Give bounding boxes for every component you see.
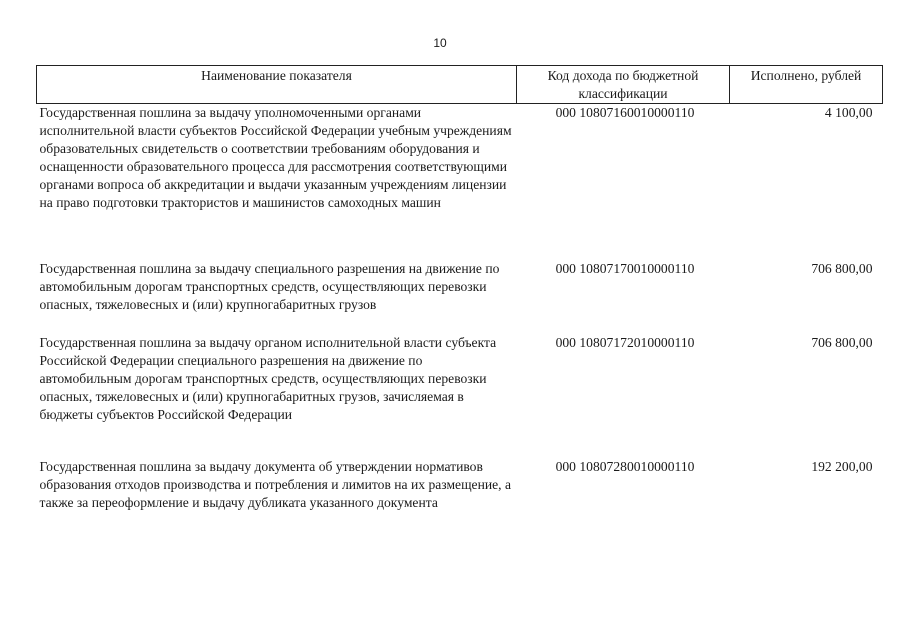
table-header bbox=[37, 66, 883, 104]
row-executed-amount: 192 200,00 bbox=[811, 459, 873, 474]
header-amount: Исполнено, рублей bbox=[730, 66, 883, 104]
row-budget-code: 000 10807170010000110 bbox=[555, 261, 695, 276]
row-executed-amount: 706 800,00 bbox=[811, 335, 873, 350]
row-executed-amount: 706 800,00 bbox=[811, 261, 873, 276]
row-budget-code: 000 10807172010000110 bbox=[555, 335, 695, 350]
header-row bbox=[37, 66, 883, 104]
table-row bbox=[37, 334, 883, 456]
table-row bbox=[37, 456, 883, 538]
header-name: Наименование показателя bbox=[37, 66, 517, 104]
table-row bbox=[37, 104, 883, 259]
row-indicator-name: Государственная пошлина за выдачу уполномоченными органами исполнительной власти субъектов Российской Федерации учебным учреждениям образовательных свидетельств о соответствии требованиям оборудования и оснащенности образовательного процесса для рассмотрения соответствующими органами вопроса об аккредитации и выдачи указанным учреждениям лицензии на право подготовки трактористов и машинистов самоходных машин bbox=[39, 105, 512, 210]
row-budget-code: 000 10807280010000110 bbox=[555, 459, 695, 474]
table-body bbox=[37, 104, 883, 539]
row-indicator-name: Государственная пошлина за выдачу органом исполнительной власти субъекта Российской Федерации специального разрешения на движение по автомобильным дорогам транспортных средств, осуществляющих перевозки опасных, тяжеловесных и (или) крупногабаритных грузов, зачисляемая в бюджеты субъектов Российской Федерации bbox=[39, 335, 497, 422]
header-code: Код дохода по бюджетной классификации bbox=[517, 66, 730, 104]
table-row bbox=[37, 258, 883, 334]
row-indicator-name: Государственная пошлина за выдачу документа об утверждении нормативов образования отходов производства и потребления и лимитов на их размещение, а также за переоформление и выдачу дубликата указанного документа bbox=[39, 459, 511, 510]
page-number: 10 bbox=[433, 36, 447, 50]
row-executed-amount: 4 100,00 bbox=[824, 105, 873, 120]
row-indicator-name: Государственная пошлина за выдачу специального разрешения на движение по автомобильным дорогам транспортных средств, осуществляющих перевозки опасных, тяжеловесных и (или) крупногабаритных грузов bbox=[39, 261, 500, 312]
revenue-table bbox=[36, 65, 883, 538]
row-budget-code: 000 10807160010000110 bbox=[555, 105, 695, 120]
